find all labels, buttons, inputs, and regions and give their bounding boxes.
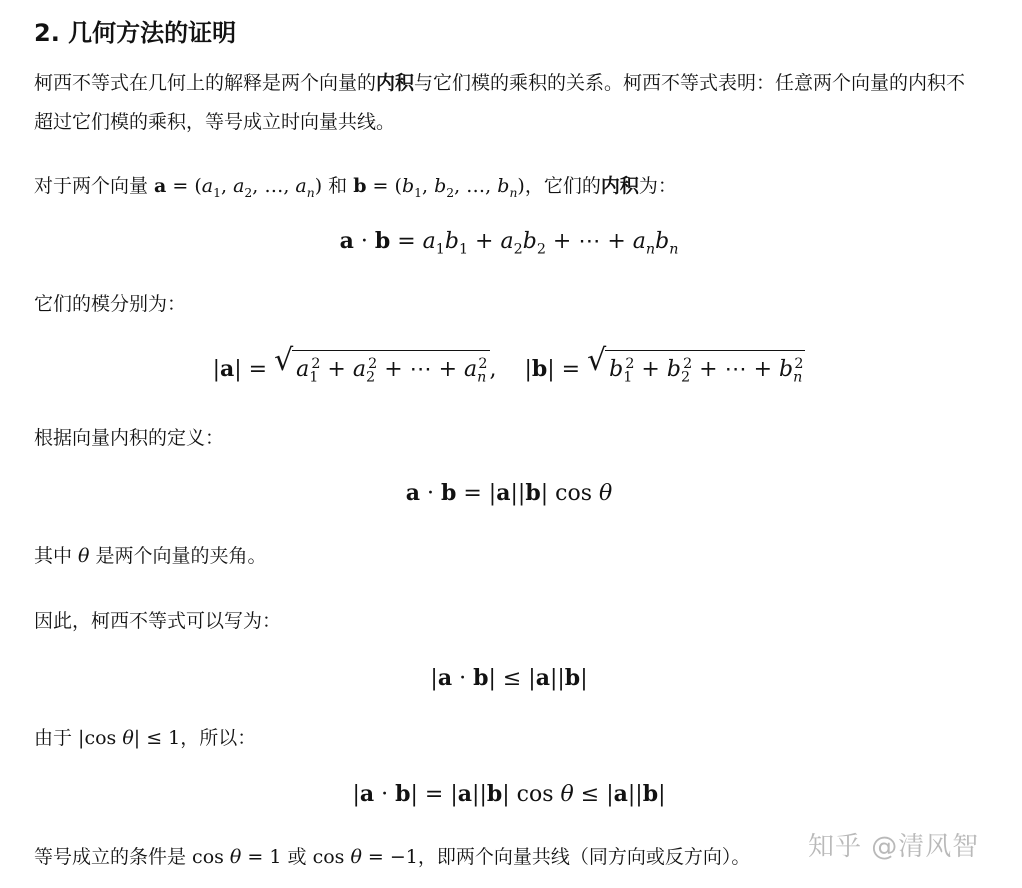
inequality-chain: |a · b| = |a||b| cos θ ≤ |a||b| [352,781,666,807]
zhihu-watermark: 知乎 @清风智 [808,832,980,862]
inner-product-equation: $a \cdot b = a_1b_1 + a_2b_2$ + ⋯ + $a_nb_n$ [339,228,679,258]
intro-paragraph: 柯西不等式在几何上的解释是两个向量的内积与它们模的乘积的关系。柯西不等式表明：任意两个向量的内积不超过它们模的乘积，等号成立时向量共线。 [34,72,966,133]
vector-b-formula: $b = (b_1$, $b_2$, …, $b_n$) [353,175,525,200]
equality-condition: 等号成立的条件是 cos θ = 1 或 cos θ = −1，即两个向量共线（同方向或反方向）。 [34,846,751,868]
modulus-equations: |a| = √ $a_1^2 + a_2^2$ + ⋯ + $a_n^2$, |b| = √ $b_1^2 + b_2^2$ + ⋯ + $b_n^2$ [212,343,804,386]
definition-intro: 根据向量内积的定义： [34,427,225,449]
since-line: 由于 |cos θ| ≤ 1，所以： [34,727,257,749]
vectors-paragraph: 对于两个向量 $a = (a_1$, $a_2$, …, $a_n$) 和 $b = (b_1$, $b_2$, …, $b_n$)，它们的内积为： [34,175,677,200]
vector-a-formula: $a = (a_1$, $a_2$, …, $a_n$) [154,175,323,200]
modulus-intro: 它们的模分别为： [34,293,187,315]
cauchy-inequality: |a · b| ≤ |a||b| [430,665,588,691]
therefore-line: 因此，柯西不等式可以写为： [34,610,282,632]
theta-explanation: 其中 θ 是两个向量的夹角。 [34,545,267,567]
section-heading: 2. 几何方法的证明 [34,19,237,47]
dot-product-cos-equation: a · b = |a||b| cos θ [405,480,613,506]
